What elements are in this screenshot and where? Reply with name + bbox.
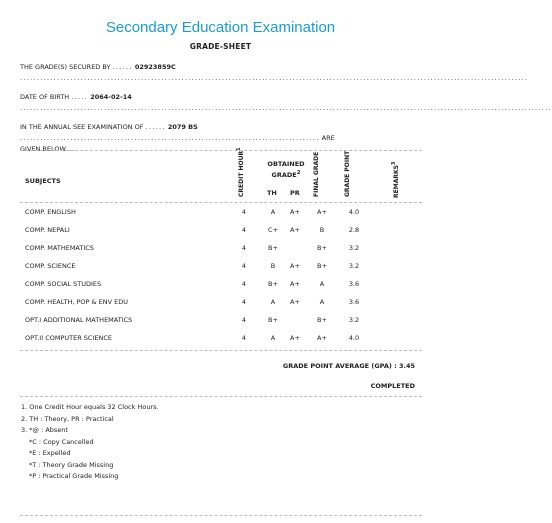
grade-point: 3.2 xyxy=(348,244,360,252)
credit-hour: 4 xyxy=(241,316,247,324)
header-subjects: SUBJECTS xyxy=(25,177,61,185)
exam-prefix: IN THE ANNUAL SEE EXAMINATION OF xyxy=(20,123,144,131)
grade-point: 4.0 xyxy=(348,334,360,342)
grade-th: B+ xyxy=(268,244,278,252)
grade-pr: A+ xyxy=(290,280,300,288)
exam-year: 2079 BS xyxy=(167,123,198,131)
table-header-border xyxy=(20,202,422,203)
subject-name: OPT.I ADDITIONAL MATHEMATICS xyxy=(25,316,133,324)
subject-name: COMP. NEPALI xyxy=(25,226,70,234)
header-credit-hour: CREDIT HOUR$^1$ xyxy=(236,147,245,197)
credit-hour: 4 xyxy=(241,244,247,252)
note-absent: 3. *@ : Absent xyxy=(21,426,68,434)
grade-th: A xyxy=(270,208,276,216)
note-copy-cancelled: *C : Copy Cancelled xyxy=(29,437,94,446)
header-remarks: REMARKS$^3$ xyxy=(391,161,400,198)
grade-pr: A+ xyxy=(290,334,300,342)
credit-hour: 4 xyxy=(241,298,247,306)
note-practical-missing: *P : Practical Grade Missing xyxy=(29,472,119,480)
subject-name: OPT.II COMPUTER SCIENCE xyxy=(25,334,112,342)
table-row xyxy=(20,316,422,334)
grade-th: B xyxy=(270,262,276,270)
table-row xyxy=(20,262,422,280)
table-top-border xyxy=(20,150,422,151)
note-theory-missing: *T : Theory Grade Missing xyxy=(29,460,114,469)
grade-th: A xyxy=(270,334,276,342)
header-obtained: OBTAINED xyxy=(267,160,305,168)
subject-name: COMP. HEALTH, POP & ENV EDU xyxy=(25,298,128,306)
credit-hour: 4 xyxy=(241,280,247,288)
header-th: TH xyxy=(267,189,277,197)
grades-secured-label: THE GRADE(S) SECURED BY xyxy=(20,63,111,71)
grades-secured-line: THE GRADE(S) SECURED BY ...... 02923859C ....................................................................................................................................................... xyxy=(20,63,529,82)
grade-point: 3.2 xyxy=(348,262,360,270)
grade-pr: A+ xyxy=(290,208,300,216)
grade-pr: A+ xyxy=(290,298,300,306)
grade-point: 3.6 xyxy=(348,298,360,306)
dob-value: 2064-02-14 xyxy=(90,93,132,101)
table-row xyxy=(20,226,422,244)
grade-th: A xyxy=(270,298,276,306)
final-grade: A xyxy=(319,298,325,306)
header-grade-point: GRADE POINT xyxy=(344,150,351,197)
header-grade: GRADE$^2$ xyxy=(271,170,301,180)
exam-line: IN THE ANNUAL SEE EXAMINATION OF ...... 2079 BS ......................................................................................... ARE GIVEN BELOW . . . xyxy=(20,123,335,153)
credit-hour: 4 xyxy=(241,208,247,216)
status-completed: COMPLETED xyxy=(370,382,415,390)
table-row xyxy=(20,280,422,298)
final-grade: A+ xyxy=(317,334,327,342)
final-grade: B+ xyxy=(317,316,327,324)
subject-name: COMP. ENGLISH xyxy=(25,208,76,216)
grade-th: B+ xyxy=(268,316,278,324)
grade-th: C+ xyxy=(268,226,278,234)
grade-point: 3.2 xyxy=(348,316,360,324)
credit-hour: 4 xyxy=(241,334,247,342)
page-title: Secondary Education Examination xyxy=(105,19,336,36)
gpa-summary: GRADE POINT AVERAGE (GPA) : 3.45 xyxy=(282,362,415,370)
credit-hour: 4 xyxy=(241,262,247,270)
table-row xyxy=(20,298,422,316)
header-final-grade: FINAL GRADE xyxy=(313,151,320,197)
grade-th: B+ xyxy=(268,280,278,288)
table-bottom-border xyxy=(20,350,422,351)
subject-name: COMP. SCIENCE xyxy=(25,262,76,270)
note-expelled: *E : Expelled xyxy=(29,449,71,457)
note-credit-hour: 1. One Credit Hour equals 32 Clock Hours. xyxy=(21,403,159,411)
grade-pr: A+ xyxy=(290,262,300,270)
final-grade: A+ xyxy=(317,208,327,216)
footnotes xyxy=(21,402,159,483)
exam-tail: GIVEN BELOW . . . xyxy=(20,145,79,153)
final-grade: B+ xyxy=(317,262,327,270)
header-pr: PR xyxy=(290,189,300,197)
grade-point: 2.8 xyxy=(348,226,360,234)
grade-point: 4.0 xyxy=(348,208,360,216)
symbol-number: 02923859C xyxy=(134,63,176,71)
table-row xyxy=(20,208,422,226)
final-grade: A xyxy=(319,280,325,288)
exam-suffix: ARE xyxy=(321,134,335,142)
subject-name: COMP. SOCIAL STUDIES xyxy=(25,280,102,288)
grade-pr: A+ xyxy=(290,226,300,234)
table-row xyxy=(20,244,422,262)
grade-point: 3.6 xyxy=(348,280,360,288)
note-th-pr: 2. TH : Theory, PR : Practical xyxy=(21,414,114,423)
page-subtitle: GRADE-SHEET xyxy=(189,42,252,51)
dob-line: DATE OF BIRTH ..... 2064-02-14 .............................................................................................................................................................. xyxy=(20,93,552,112)
dob-label: DATE OF BIRTH xyxy=(20,93,70,101)
notes-top-border xyxy=(20,396,422,397)
final-grade: B xyxy=(319,226,325,234)
credit-hour: 4 xyxy=(241,226,247,234)
footer-border xyxy=(20,515,422,516)
subject-name: COMP. MATHEMATICS xyxy=(25,244,94,252)
final-grade: B+ xyxy=(317,244,327,252)
